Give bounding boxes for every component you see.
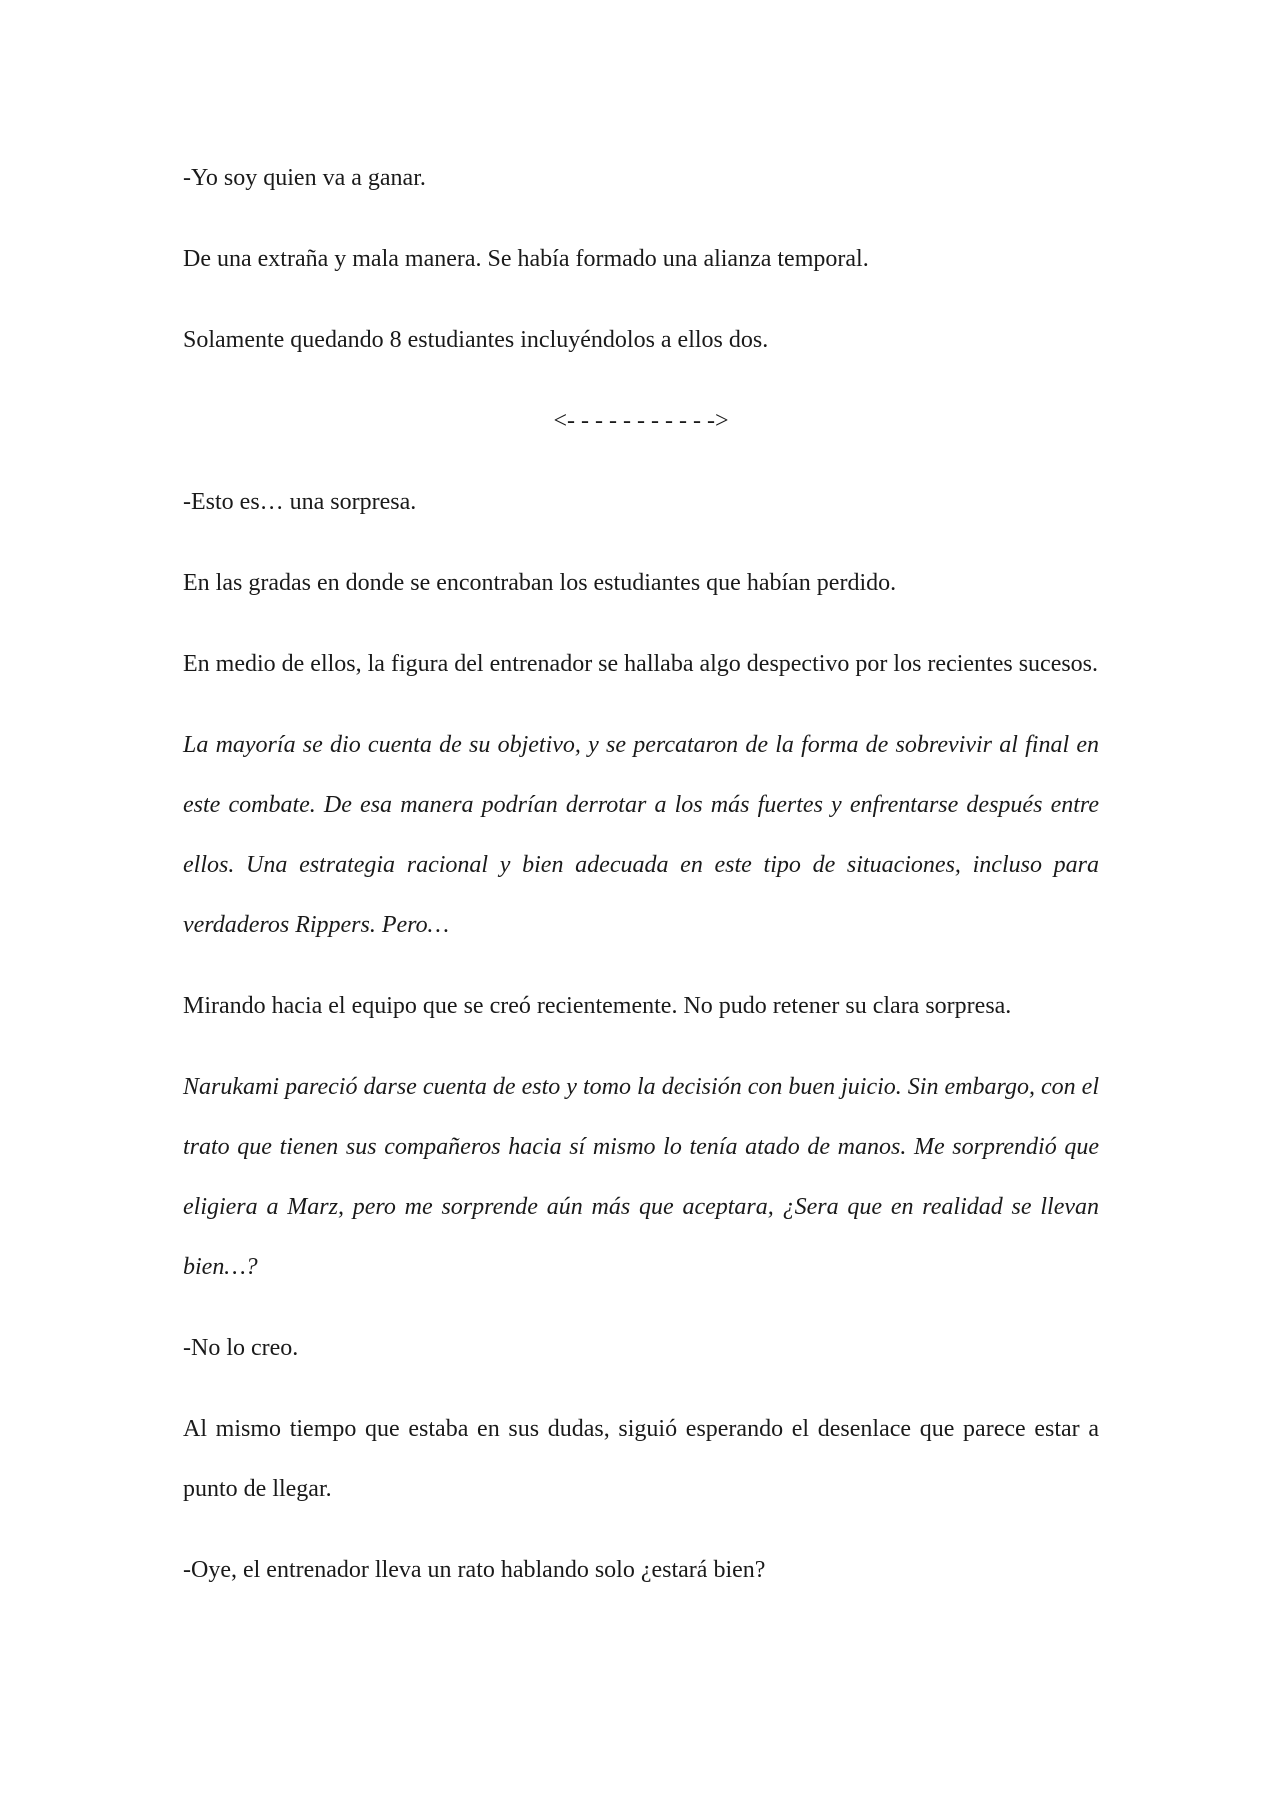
paragraph-dialogue-coach-alone: -Oye, el entrenador lleva un rato hablando solo ¿estará bien? bbox=[183, 1557, 766, 1583]
paragraph-team: Mirando hacia el equipo que se creó recientemente. No pudo retener su clara sorpresa. bbox=[183, 993, 1012, 1019]
paragraph-stands: En las gradas en donde se encontraban los estudiantes que habían perdido. bbox=[183, 570, 897, 596]
paragraph-dialogue-win: -Yo soy quien va a ganar. bbox=[183, 165, 426, 191]
paragraph-thought-strategy: La mayoría se dio cuenta de su objetivo, y se percataron de la forma de sobrevivir al final en este combate. De esa manera podrían derrotar a los más fuertes y enfrentarse después entre ellos. Una estrategia racional y bien adecuada en este tipo de situaciones, incluso para verdaderos Rippers. Pero… bbox=[183, 732, 1099, 938]
paragraph-alliance: De una extraña y mala manera. Se había formado una alianza temporal. bbox=[183, 246, 869, 272]
paragraph-coach: En medio de ellos, la figura del entrenador se hallaba algo despectivo por los recientes sucesos. bbox=[183, 651, 1099, 677]
scene-separator: <- - - - - - - - - - -> bbox=[553, 408, 729, 434]
paragraph-dialogue-no: -No lo creo. bbox=[183, 1335, 299, 1361]
paragraph-thought-narukami: Narukami pareció darse cuenta de esto y tomo la decisión con buen juicio. Sin embargo, con el trato que tienen sus compañeros hacia sí mismo lo tenía atado de manos. Me sorprendió que eligiera a Marz, pero me sorprende aún más que aceptara, ¿Sera que en realidad se llevan bien…? bbox=[183, 1074, 1099, 1280]
paragraph-students-left: Solamente quedando 8 estudiantes incluyéndolos a ellos dos. bbox=[183, 327, 769, 353]
paragraph-waiting: Al mismo tiempo que estaba en sus dudas, siguió esperando el desenlace que parece estar a punto de llegar. bbox=[183, 1416, 1099, 1502]
document-page bbox=[183, 148, 1099, 1600]
paragraph-dialogue-surprise: -Esto es… una sorpresa. bbox=[183, 489, 417, 515]
